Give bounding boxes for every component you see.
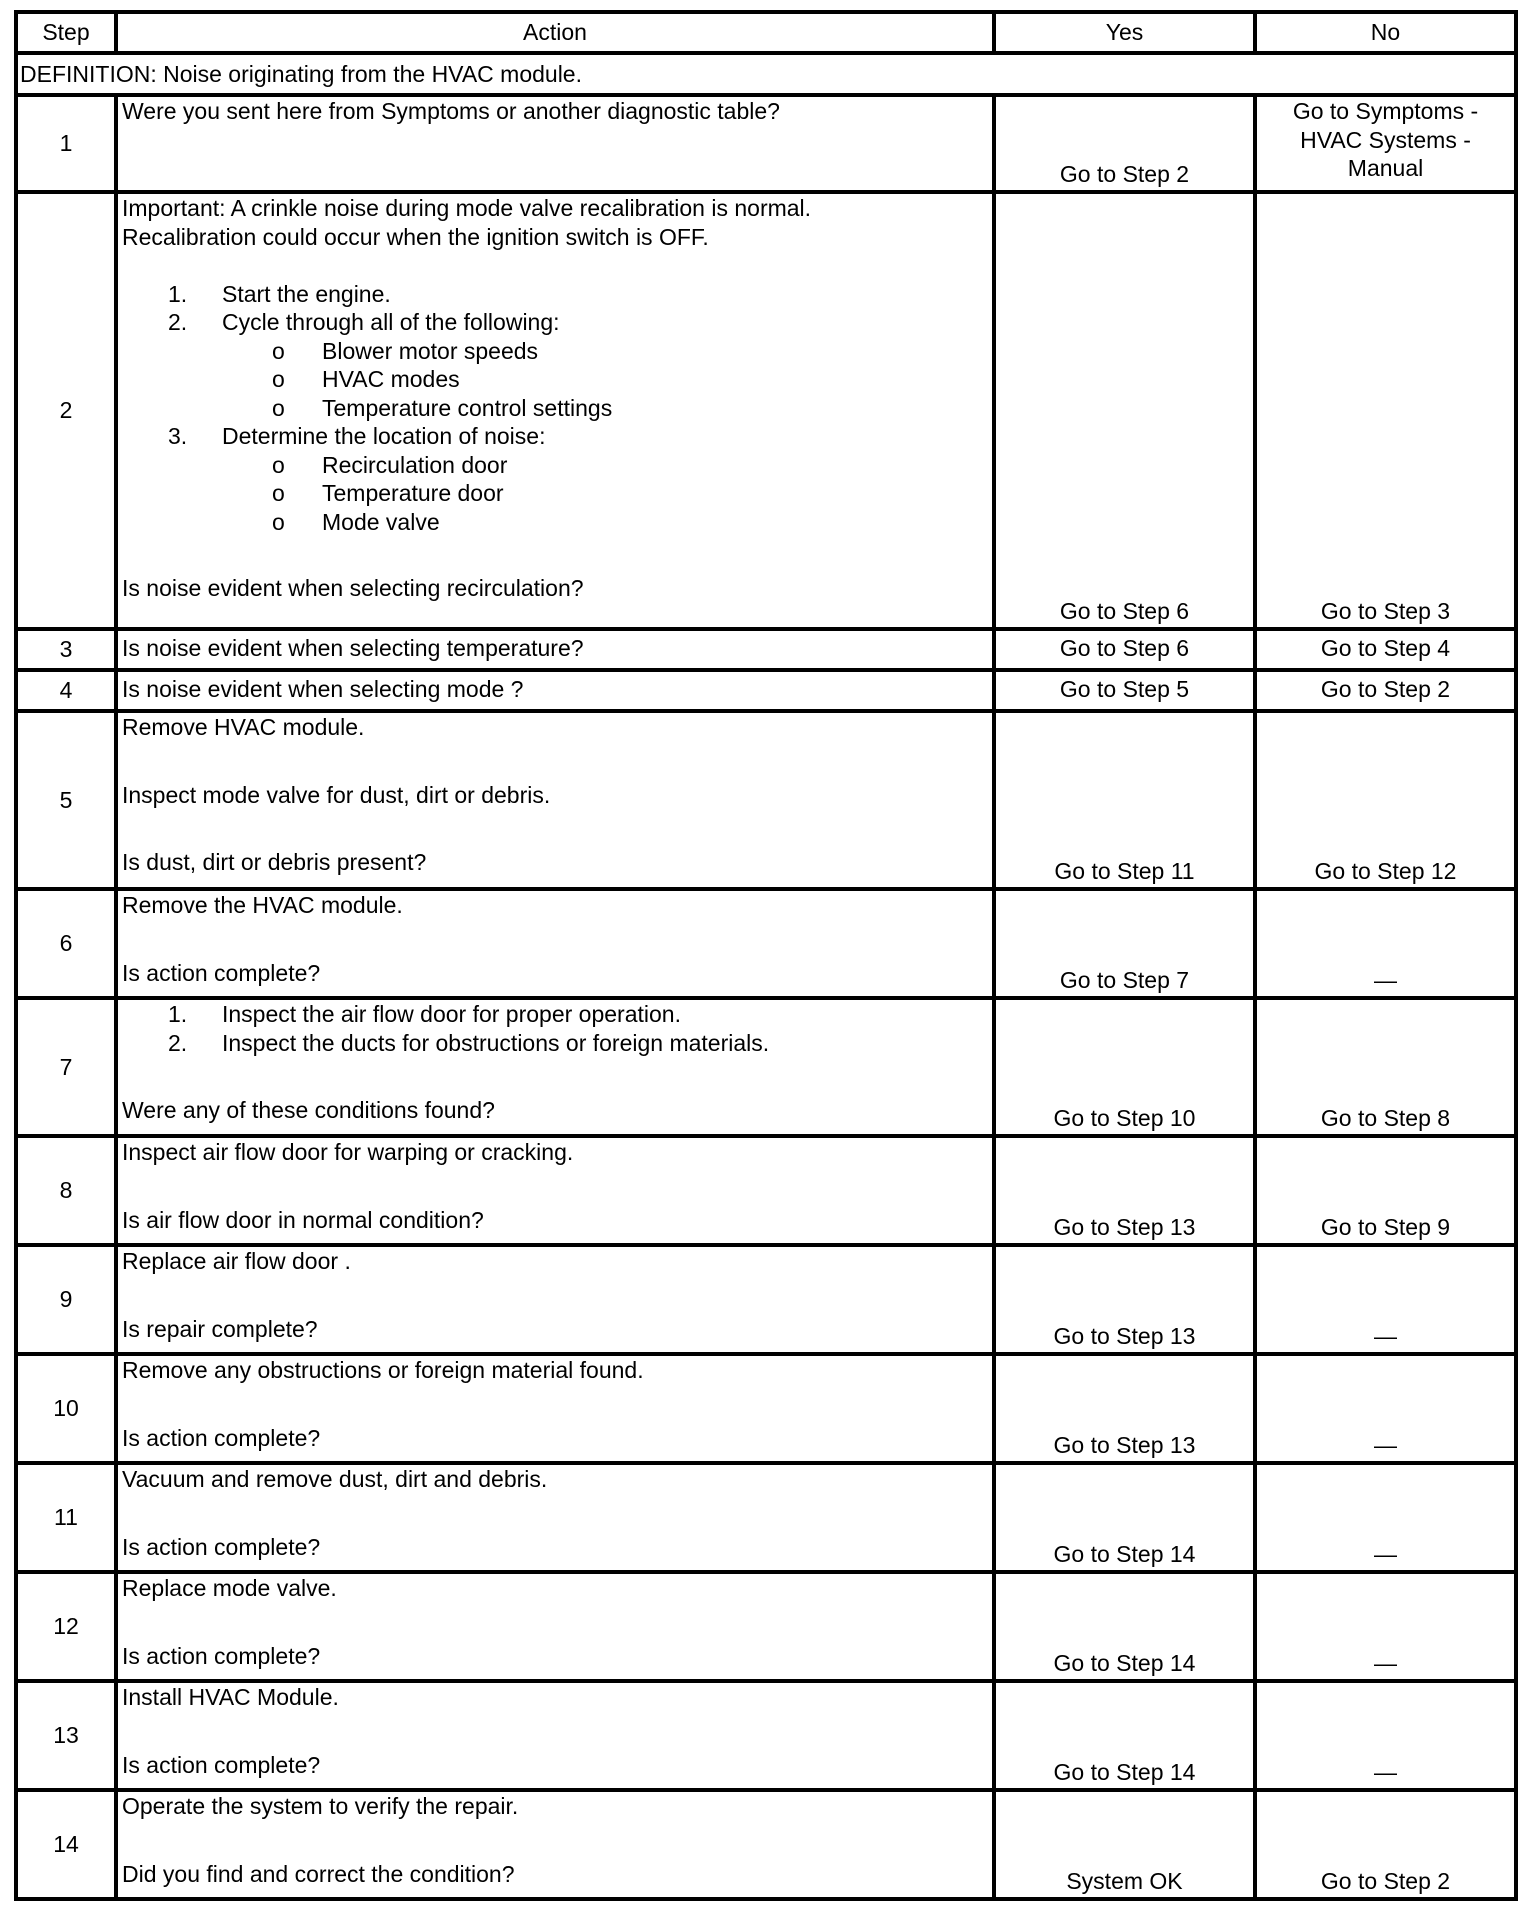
yes-cell: Go to Step 10 (994, 998, 1255, 1136)
yes-cell: Go to Step 6 (994, 629, 1255, 670)
no-cell (1255, 95, 1516, 192)
dash-icon: — (1374, 1431, 1397, 1458)
step-header: Step (16, 12, 116, 53)
table-row (16, 192, 1516, 629)
list-item: 1. Inspect the air flow door for proper operation. (168, 1001, 681, 1027)
step-number: 8 (16, 1136, 116, 1245)
list-item: 3. Determine the location of noise: (168, 423, 546, 449)
no-line: Go to Symptoms - (1292, 98, 1479, 124)
step-number: 7 (16, 998, 116, 1136)
table-row (16, 889, 1516, 998)
question-text: Is air flow door in normal condition? (122, 1206, 484, 1233)
step-number: 1 (16, 95, 116, 192)
procedure-list (122, 1000, 988, 1057)
no-cell (1255, 1463, 1516, 1572)
table-row (16, 1136, 1516, 1245)
step-number: 11 (16, 1463, 116, 1572)
table-row (16, 1572, 1516, 1681)
no-cell: Go to Step 12 (1255, 711, 1516, 889)
action-cell (116, 711, 994, 889)
question-text: Were any of these conditions found? (122, 1097, 495, 1123)
question-text: Is noise evident when selecting temperature? (116, 629, 994, 670)
dash-icon: — (1374, 1540, 1397, 1567)
table-row (16, 670, 1516, 711)
procedure-list (122, 280, 988, 337)
step-number: 2 (16, 192, 116, 629)
action-cell (116, 1463, 994, 1572)
action-line: Replace mode valve. (122, 1575, 337, 1601)
no-cell: Go to Step 4 (1255, 629, 1516, 670)
step-number: 5 (16, 711, 116, 889)
important-note: Important: A crinkle noise during mode valve recalibration is normal. (122, 195, 812, 221)
dash-icon: — (1374, 1758, 1397, 1785)
action-header: Action (116, 12, 994, 53)
question-text: Did you find and correct the condition? (122, 1860, 515, 1887)
table-row (16, 998, 1516, 1136)
no-cell: Go to Step 2 (1255, 1790, 1516, 1899)
yes-cell: Go to Step 14 (994, 1681, 1255, 1790)
question-text: Is repair complete? (122, 1315, 318, 1342)
action-line: Replace air flow door . (122, 1248, 351, 1274)
yes-cell: Go to Step 7 (994, 889, 1255, 998)
table-row (16, 1354, 1516, 1463)
action-cell (116, 95, 994, 192)
sub-list (122, 337, 988, 423)
no-cell (1255, 1681, 1516, 1790)
question-text: Is action complete? (122, 1751, 321, 1778)
yes-cell: Go to Step 6 (994, 192, 1255, 629)
action-line: Remove HVAC module. (122, 714, 365, 740)
action-cell (116, 1354, 994, 1463)
action-line: Install HVAC Module. (122, 1684, 339, 1710)
action-cell (116, 1572, 994, 1681)
no-cell (1255, 889, 1516, 998)
step-number: 3 (16, 629, 116, 670)
yes-cell: Go to Step 14 (994, 1572, 1255, 1681)
action-cell (116, 1790, 994, 1899)
step-number: 13 (16, 1681, 116, 1790)
dash-icon: — (1374, 966, 1397, 993)
action-cell (116, 1681, 994, 1790)
yes-cell: Go to Step 11 (994, 711, 1255, 889)
list-item: o Temperature door (272, 480, 504, 506)
list-item: o Blower motor speeds (272, 337, 539, 364)
list-item: o Temperature control settings (272, 394, 613, 421)
no-cell: Go to Step 2 (1255, 670, 1516, 711)
table-row (16, 629, 1516, 670)
list-item: 2. Inspect the ducts for obstructions or foreign materials. (168, 1029, 770, 1056)
action-cell (116, 192, 994, 629)
step-number: 4 (16, 670, 116, 711)
table-row (16, 711, 1516, 889)
list-item: o Recirculation door (272, 451, 508, 478)
action-cell (116, 998, 994, 1136)
yes-cell: Go to Step 14 (994, 1463, 1255, 1572)
question-text: Is noise evident when selecting recirculation? (122, 575, 584, 601)
no-header: No (1255, 12, 1516, 53)
step-number: 12 (16, 1572, 116, 1681)
no-cell: Go to Step 3 (1255, 192, 1516, 629)
important-note: Recalibration could occur when the ignition switch is OFF. (122, 223, 709, 250)
question-text: Is noise evident when selecting mode ? (116, 670, 994, 711)
question-text: Is action complete? (122, 1533, 321, 1560)
no-cell (1255, 1245, 1516, 1354)
table-row (16, 95, 1516, 192)
action-line: Vacuum and remove dust, dirt and debris. (122, 1466, 548, 1492)
sub-list (122, 451, 988, 537)
step-number: 10 (16, 1354, 116, 1463)
yes-cell: Go to Step 13 (994, 1245, 1255, 1354)
question-text: Is action complete? (122, 1424, 321, 1451)
yes-cell: Go to Step 2 (994, 95, 1255, 192)
table-row (16, 1245, 1516, 1354)
action-line: Remove the HVAC module. (122, 892, 403, 918)
no-cell (1255, 1572, 1516, 1681)
list-item: 2. Cycle through all of the following: (168, 309, 560, 335)
question-text: Is action complete? (122, 959, 321, 986)
no-line: Manual (1347, 155, 1424, 181)
no-line: HVAC Systems - (1300, 126, 1471, 153)
list-item: o HVAC modes (272, 366, 460, 392)
yes-cell: System OK (994, 1790, 1255, 1899)
question-text: Is dust, dirt or debris present? (122, 849, 427, 875)
no-cell: Go to Step 8 (1255, 998, 1516, 1136)
action-line: Remove any obstructions or foreign material found. (122, 1357, 644, 1383)
dash-icon: — (1374, 1649, 1397, 1676)
table-row (16, 1681, 1516, 1790)
action-cell (116, 1136, 994, 1245)
step-number: 9 (16, 1245, 116, 1354)
dash-icon: — (1374, 1322, 1397, 1349)
action-line: Inspect air flow door for warping or cracking. (122, 1139, 574, 1165)
action-cell (116, 1245, 994, 1354)
list-item: o Mode valve (272, 508, 440, 535)
table-row (16, 1463, 1516, 1572)
action-line: Were you sent here from Symptoms or another diagnostic table? (122, 98, 780, 124)
yes-cell: Go to Step 5 (994, 670, 1255, 711)
definition-row (16, 53, 1516, 95)
definition-text: DEFINITION: Noise originating from the HVAC module. (16, 53, 1516, 95)
procedure-list (122, 422, 988, 451)
table-row (16, 1790, 1516, 1899)
yes-cell: Go to Step 13 (994, 1136, 1255, 1245)
action-line: Inspect mode valve for dust, dirt or debris. (122, 781, 551, 808)
list-item: 1. Start the engine. (168, 280, 391, 307)
yes-cell: Go to Step 13 (994, 1354, 1255, 1463)
step-number: 14 (16, 1790, 116, 1899)
question-text: Is action complete? (122, 1642, 321, 1669)
action-cell (116, 889, 994, 998)
action-line: Operate the system to verify the repair. (122, 1793, 519, 1819)
diagnostic-table (14, 10, 1518, 1901)
no-cell: Go to Step 9 (1255, 1136, 1516, 1245)
step-number: 6 (16, 889, 116, 998)
header-row (16, 12, 1516, 53)
yes-header: Yes (994, 12, 1255, 53)
no-cell (1255, 1354, 1516, 1463)
